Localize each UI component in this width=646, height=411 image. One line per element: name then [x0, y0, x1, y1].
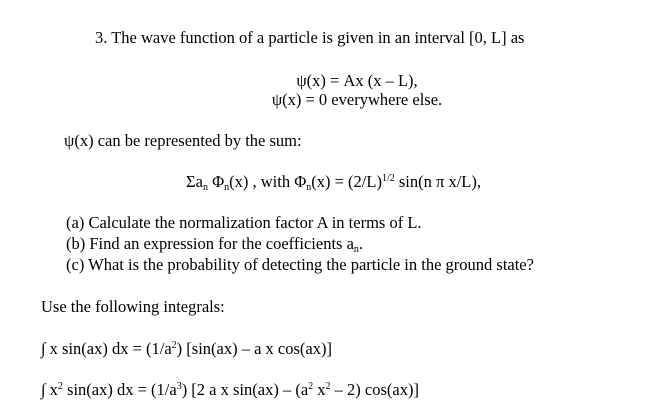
- part-c-question: (c) What is the probability of detecting the particle in the ground state?: [66, 255, 534, 274]
- sum-middle-3: (x) = (2/L): [311, 172, 382, 191]
- integral-2: [41, 382, 419, 399]
- integral-1-part-b: ) [sin(ax) – a x cos(ax)]: [176, 339, 332, 358]
- sum-subscript-2: n: [224, 182, 230, 193]
- sum-superscript: 1/2: [381, 173, 395, 184]
- integral-2-part-b: sin(ax) dx = (1/a: [62, 380, 177, 399]
- part-b-text: (b) Find an expression for the coefficients a: [66, 234, 354, 253]
- problem-title: 3. The wave function of a particle is given in an interval [0, L] as: [95, 28, 525, 47]
- sum-tail: sin(n π x/L),: [394, 172, 481, 191]
- integral-2-part-d: x: [313, 380, 326, 399]
- integral-2-part-c: ) [2 a x sin(ax) – (a: [181, 380, 309, 399]
- integral-1-superscript: 2: [171, 340, 177, 351]
- wavefunction-definition-2: ψ(x) = 0 everywhere else.: [271, 90, 443, 109]
- sum-subscript-3: n: [306, 182, 312, 193]
- sum-middle-1: Φ: [207, 172, 225, 191]
- integral-2-superscript-4: 2: [325, 381, 331, 392]
- integral-2-superscript-2: 3: [176, 381, 182, 392]
- integral-1: [41, 341, 332, 358]
- part-b-question: [66, 236, 363, 253]
- integrals-intro: Use the following integrals:: [41, 297, 225, 316]
- representation-text: ψ(x) can be represented by the sum:: [64, 131, 302, 150]
- wavefunction-definition-1: ψ(x) = Ax (x – L),: [296, 71, 418, 90]
- part-b-subscript: n: [353, 244, 359, 255]
- sum-expression: [186, 174, 481, 191]
- sum-middle-2: (x) , with Φ: [229, 172, 307, 191]
- integral-2-superscript-1: 2: [57, 381, 63, 392]
- part-a-question: (a) Calculate the normalization factor A in terms of L.: [66, 213, 422, 232]
- integral-2-part-e: – 2) cos(ax)]: [330, 380, 419, 399]
- integral-1-part-a: ∫ x sin(ax) dx = (1/a: [41, 339, 172, 358]
- sum-subscript-1: n: [202, 182, 208, 193]
- integral-2-part-a: ∫ x: [41, 380, 58, 399]
- integral-2-superscript-3: 2: [308, 381, 314, 392]
- sum-prefix: Σa: [186, 172, 203, 191]
- part-b-suffix: .: [358, 234, 364, 253]
